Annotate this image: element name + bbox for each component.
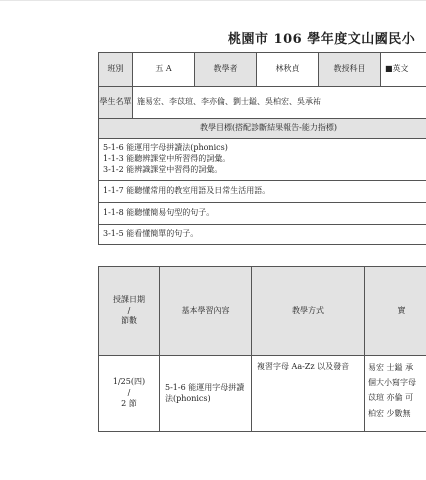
goals-header: 教學目標(搭配診斷結果報告-能力指標) bbox=[99, 119, 426, 139]
goal-item: 1-1-7 能聽懂常用的教室用語及日常生活用語。 bbox=[99, 181, 426, 203]
goal-item: 1-1-3 能聽辨課堂中所習得的詞彙。 bbox=[103, 154, 231, 164]
class-label: 班別 bbox=[99, 53, 133, 87]
row-date-sep: / bbox=[127, 388, 131, 398]
goal-row bbox=[99, 225, 426, 245]
col-content-header: 基本學習內容 bbox=[160, 267, 252, 356]
goal-item: 1-1-8 能聽懂簡易句型的句子。 bbox=[99, 203, 426, 225]
col-date-line: 授課日期 bbox=[113, 294, 145, 304]
note-line: 易宏 士鎰 承 bbox=[368, 363, 414, 372]
row-content: 5-1-6 能運用字母拼讀法(phonics) bbox=[160, 356, 252, 432]
info-row bbox=[99, 53, 426, 87]
page-top-rule bbox=[0, 0, 426, 1]
col-date-sep: / bbox=[127, 305, 131, 315]
col-notes-header: 實 bbox=[365, 267, 426, 356]
students-label: 學生名單 bbox=[99, 87, 133, 119]
row-date: 1/25(四) bbox=[112, 377, 146, 387]
goal-row bbox=[99, 181, 426, 203]
goal-item: 3-1-2 能辨識課堂中習得的詞彙。 bbox=[103, 164, 223, 174]
goal-row bbox=[99, 203, 426, 225]
goal-cell-phonics bbox=[99, 139, 426, 181]
students-names: 施易宏、李苡瑄、李亦倫、劉士鎰、吳柏宏、吳承祐 bbox=[133, 87, 426, 119]
col-periods-line: 節數 bbox=[121, 316, 137, 326]
goal-item: 5-1-6 能運用字母拼讀法(phonics) bbox=[103, 143, 228, 153]
teacher-value: 林秋貞 bbox=[257, 53, 319, 87]
goals-header-row bbox=[99, 119, 426, 139]
note-line: 柏宏 少數無 bbox=[368, 408, 411, 418]
subject-label: 教授科目 bbox=[319, 53, 381, 87]
row-date-cell bbox=[99, 356, 160, 432]
row-method: 複習字母 Aa-Zz 以及發音 bbox=[252, 356, 365, 432]
row-notes bbox=[365, 356, 426, 432]
students-row bbox=[99, 87, 426, 119]
lesson-info-table bbox=[98, 52, 426, 245]
goal-item: 3-1-5 能看懂簡單的句子。 bbox=[99, 225, 426, 245]
teacher-label: 教學者 bbox=[195, 53, 257, 87]
note-line: 個大小寫字母 bbox=[368, 378, 416, 388]
goal-row bbox=[99, 139, 426, 181]
subject-value: ■英文 bbox=[381, 53, 426, 87]
row-periods: 2 節 bbox=[121, 398, 137, 408]
note-line: 苡瑄 亦倫 可 bbox=[368, 393, 414, 403]
col-date-header bbox=[99, 267, 160, 356]
teaching-plan-table bbox=[98, 266, 426, 432]
col-method-header: 教學方式 bbox=[252, 267, 365, 356]
plan-row bbox=[99, 356, 426, 432]
class-value: 五 A bbox=[133, 53, 195, 87]
plan-header-row bbox=[99, 267, 426, 356]
document-title: 桃園市 106 學年度文山國民小 bbox=[228, 32, 416, 47]
